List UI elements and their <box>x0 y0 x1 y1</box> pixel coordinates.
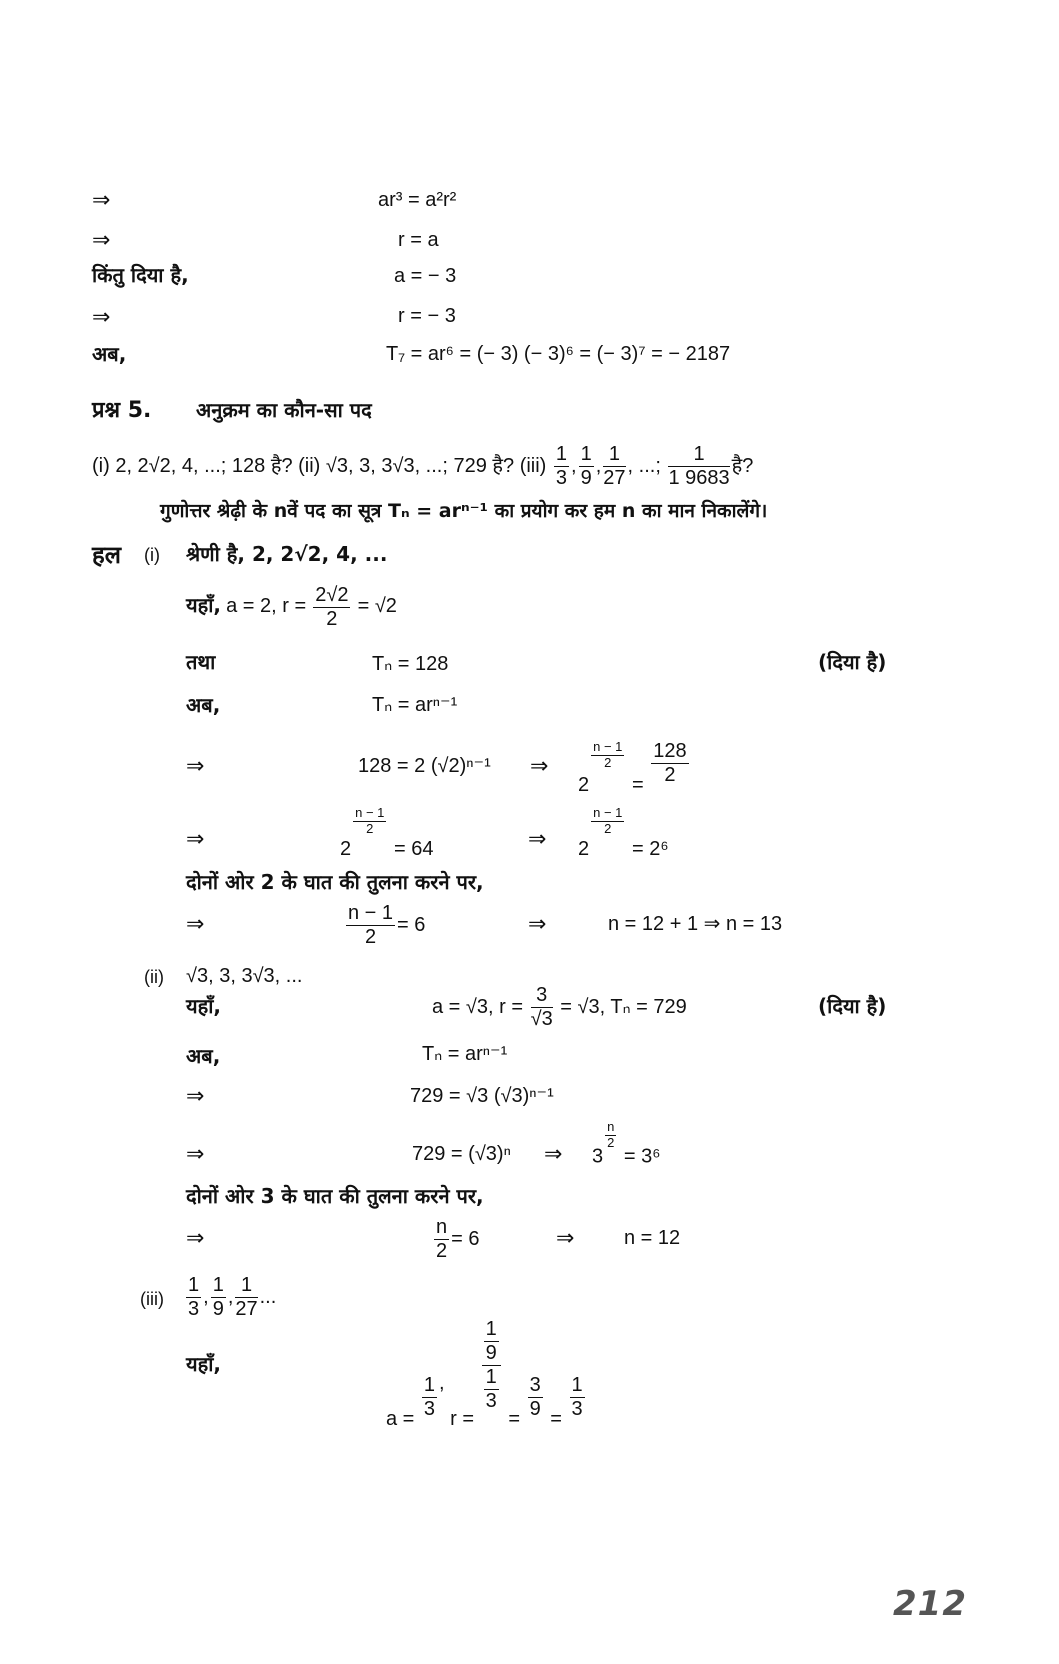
equation: a = $\frac{1}{3}$ , r = $\frac{\frac{1}{9}}{\frac{1}{3}}$ = $\frac{3}{9}$ = $\frac{1}{3}$ <box>386 1318 583 1430</box>
equation <box>340 806 433 859</box>
exponent: $\frac{n - 1}{2}$ <box>593 739 623 770</box>
equation <box>432 1216 479 1263</box>
equation: n = 12 <box>624 1227 681 1249</box>
given-note: (दिया है) <box>818 994 887 1018</box>
implies-arrow: ⇒ <box>186 754 205 779</box>
equation: a = − 3 <box>394 265 457 287</box>
ellipsis: ... <box>259 1285 277 1308</box>
implies-arrow: ⇒ <box>530 754 549 779</box>
equation <box>578 740 691 795</box>
solution-label: हल <box>92 541 122 569</box>
implies-arrow: ⇒ <box>186 1226 205 1251</box>
fraction: $\frac{2√2}{2}$ <box>315 584 349 630</box>
part-label: (ii) <box>144 967 164 987</box>
part-label: (iii) <box>140 1289 164 1309</box>
text-label: यहाँ, <box>186 593 221 617</box>
equation: 729 = (√3)ⁿ <box>412 1143 511 1165</box>
implies-arrow: ⇒ <box>528 912 547 937</box>
equals: = <box>631 774 644 796</box>
text-label: अब, <box>92 342 127 366</box>
fraction: $\frac{1}{1 9683}$ <box>668 443 730 489</box>
text-label: यहाँ, <box>186 1352 221 1376</box>
text-label: अब, <box>186 1044 221 1068</box>
equation: n = 12 + 1 ⇒ n = 13 <box>608 913 783 935</box>
equation: r = − 3 <box>398 305 456 327</box>
here-line <box>186 584 397 631</box>
fraction: $\frac{n}{2}$ <box>436 1216 448 1262</box>
equation: r = <box>450 1407 475 1430</box>
equation <box>578 806 669 859</box>
exponent: $\frac{n - 1}{2}$ <box>593 805 623 836</box>
fraction: $\frac{128}{2}$ <box>653 740 687 786</box>
equation: T₇ = ar⁶ = (− 3) (− 3)⁶ = (− 3)⁷ = − 2187 <box>386 343 731 365</box>
fraction: $\frac{n - 1}{2}$ <box>348 902 394 948</box>
question-parts: (i) 2, 2√2, 4, ...; 128 है? (ii) √3, 3, 3√3, ...; 729 है? (iii) $\frac{1}{3}$ , $\frac{1}{9}$ , $\frac{1}{27}$ , ...; $\frac{1}{1 9683}$ है? <box>92 443 754 489</box>
fraction: $\frac{1}{9}$ <box>212 1274 224 1320</box>
ellipsis: , ...; <box>627 454 661 477</box>
implies-arrow: ⇒ <box>92 188 111 213</box>
compare-text: दोनों ओर 2 के घात की तुलना करने पर, <box>186 870 484 894</box>
equation-tail: = 2⁶ <box>631 837 669 860</box>
implies-arrow: ⇒ <box>186 912 205 937</box>
fraction: $\frac{3}{9}$ <box>529 1373 541 1420</box>
equation: Tₙ = arⁿ⁻¹ <box>422 1043 508 1065</box>
question-suffix: है? <box>731 454 754 477</box>
implies-arrow: ⇒ <box>92 305 111 330</box>
series-text: √3, 3, 3√3, ... <box>186 965 303 987</box>
equation-tail: = 64 <box>393 837 434 860</box>
equation: a = √3, r = <box>432 995 524 1018</box>
hint-text: गुणोत्तर श्रेढ़ी के nवें पद का सूत्र Tₙ = arⁿ⁻¹ का प्रयोग कर हम n का मान निकालेंगे। <box>160 500 768 522</box>
equation <box>432 984 687 1031</box>
base: 2 <box>578 774 590 796</box>
fraction: $\frac{1}{3}$ <box>188 1274 200 1320</box>
text-label: तथा <box>186 650 216 674</box>
complex-fraction: $\frac{\frac{1}{9}}{\frac{1}{3}}$ <box>482 1318 501 1413</box>
equation: = √2 <box>357 595 397 617</box>
text-label: किंतु दिया है, <box>92 263 189 287</box>
page-number: 212 <box>893 1584 967 1624</box>
equation <box>592 1120 661 1167</box>
fraction: $\frac{1}{27}$ <box>235 1274 258 1320</box>
equation-tail: = 6 <box>397 913 426 936</box>
equation: a = <box>386 1407 415 1430</box>
series-text: $\frac{1}{3}$ , $\frac{1}{9}$ , $\frac{1}{27}$ ... <box>188 1274 277 1320</box>
equation: 128 = 2 (√2)ⁿ⁻¹ <box>358 755 491 777</box>
implies-arrow: ⇒ <box>186 827 205 852</box>
implies-arrow: ⇒ <box>556 1226 575 1251</box>
equals: = <box>508 1407 521 1430</box>
base: 2 <box>578 837 590 860</box>
equation: ar³ = a²r² <box>378 189 457 211</box>
fraction: $\frac{1}{3}$ <box>571 1373 583 1420</box>
question-title: प्रश्न 5. <box>92 398 152 423</box>
equation: r = a <box>398 229 439 251</box>
fraction: $\frac{1}{9}$ <box>580 443 592 489</box>
text-label: अब, <box>186 693 221 717</box>
equation: a = 2, r = <box>226 595 307 617</box>
implies-arrow: ⇒ <box>528 827 547 852</box>
question-parts-text: (i) 2, 2√2, 4, ...; 128 है? (ii) √3, 3, 3√3, ...; 729 है? (iii) <box>92 454 547 477</box>
exponent: $\frac{n}{2}$ <box>607 1119 615 1150</box>
fraction: $\frac{1}{3}$ <box>423 1373 436 1420</box>
fraction: $\frac{1}{3}$ <box>555 443 568 489</box>
fraction: $\frac{3}{√3}$ <box>530 984 553 1030</box>
equation-tail: = 6 <box>451 1227 480 1250</box>
equation-tail: = √3, Tₙ = 729 <box>560 995 687 1018</box>
equation <box>344 902 425 949</box>
equation: Tₙ = arⁿ⁻¹ <box>372 694 458 716</box>
equation: Tₙ = 128 <box>372 653 449 675</box>
equation: 729 = √3 (√3)ⁿ⁻¹ <box>410 1085 554 1107</box>
base: 2 <box>340 837 352 860</box>
equals: = <box>550 1407 562 1430</box>
exponent: $\frac{n - 1}{2}$ <box>355 805 385 836</box>
series-text: श्रेणी है, 2, 2√2, 4, ... <box>186 542 388 566</box>
implies-arrow: ⇒ <box>186 1142 205 1167</box>
question-text: अनुक्रम का कौन-सा पद <box>196 398 372 422</box>
compare-text: दोनों ओर 3 के घात की तुलना करने पर, <box>186 1184 484 1208</box>
text-label: यहाँ, <box>186 994 221 1018</box>
implies-arrow: ⇒ <box>544 1142 563 1167</box>
part-label: (i) <box>144 545 160 565</box>
equation-tail: = 3⁶ <box>623 1145 661 1168</box>
given-note: (दिया है) <box>818 650 887 674</box>
implies-arrow: ⇒ <box>92 228 111 253</box>
base: 3 <box>592 1145 604 1168</box>
fraction: $\frac{1}{27}$ <box>603 443 626 489</box>
implies-arrow: ⇒ <box>186 1084 205 1109</box>
